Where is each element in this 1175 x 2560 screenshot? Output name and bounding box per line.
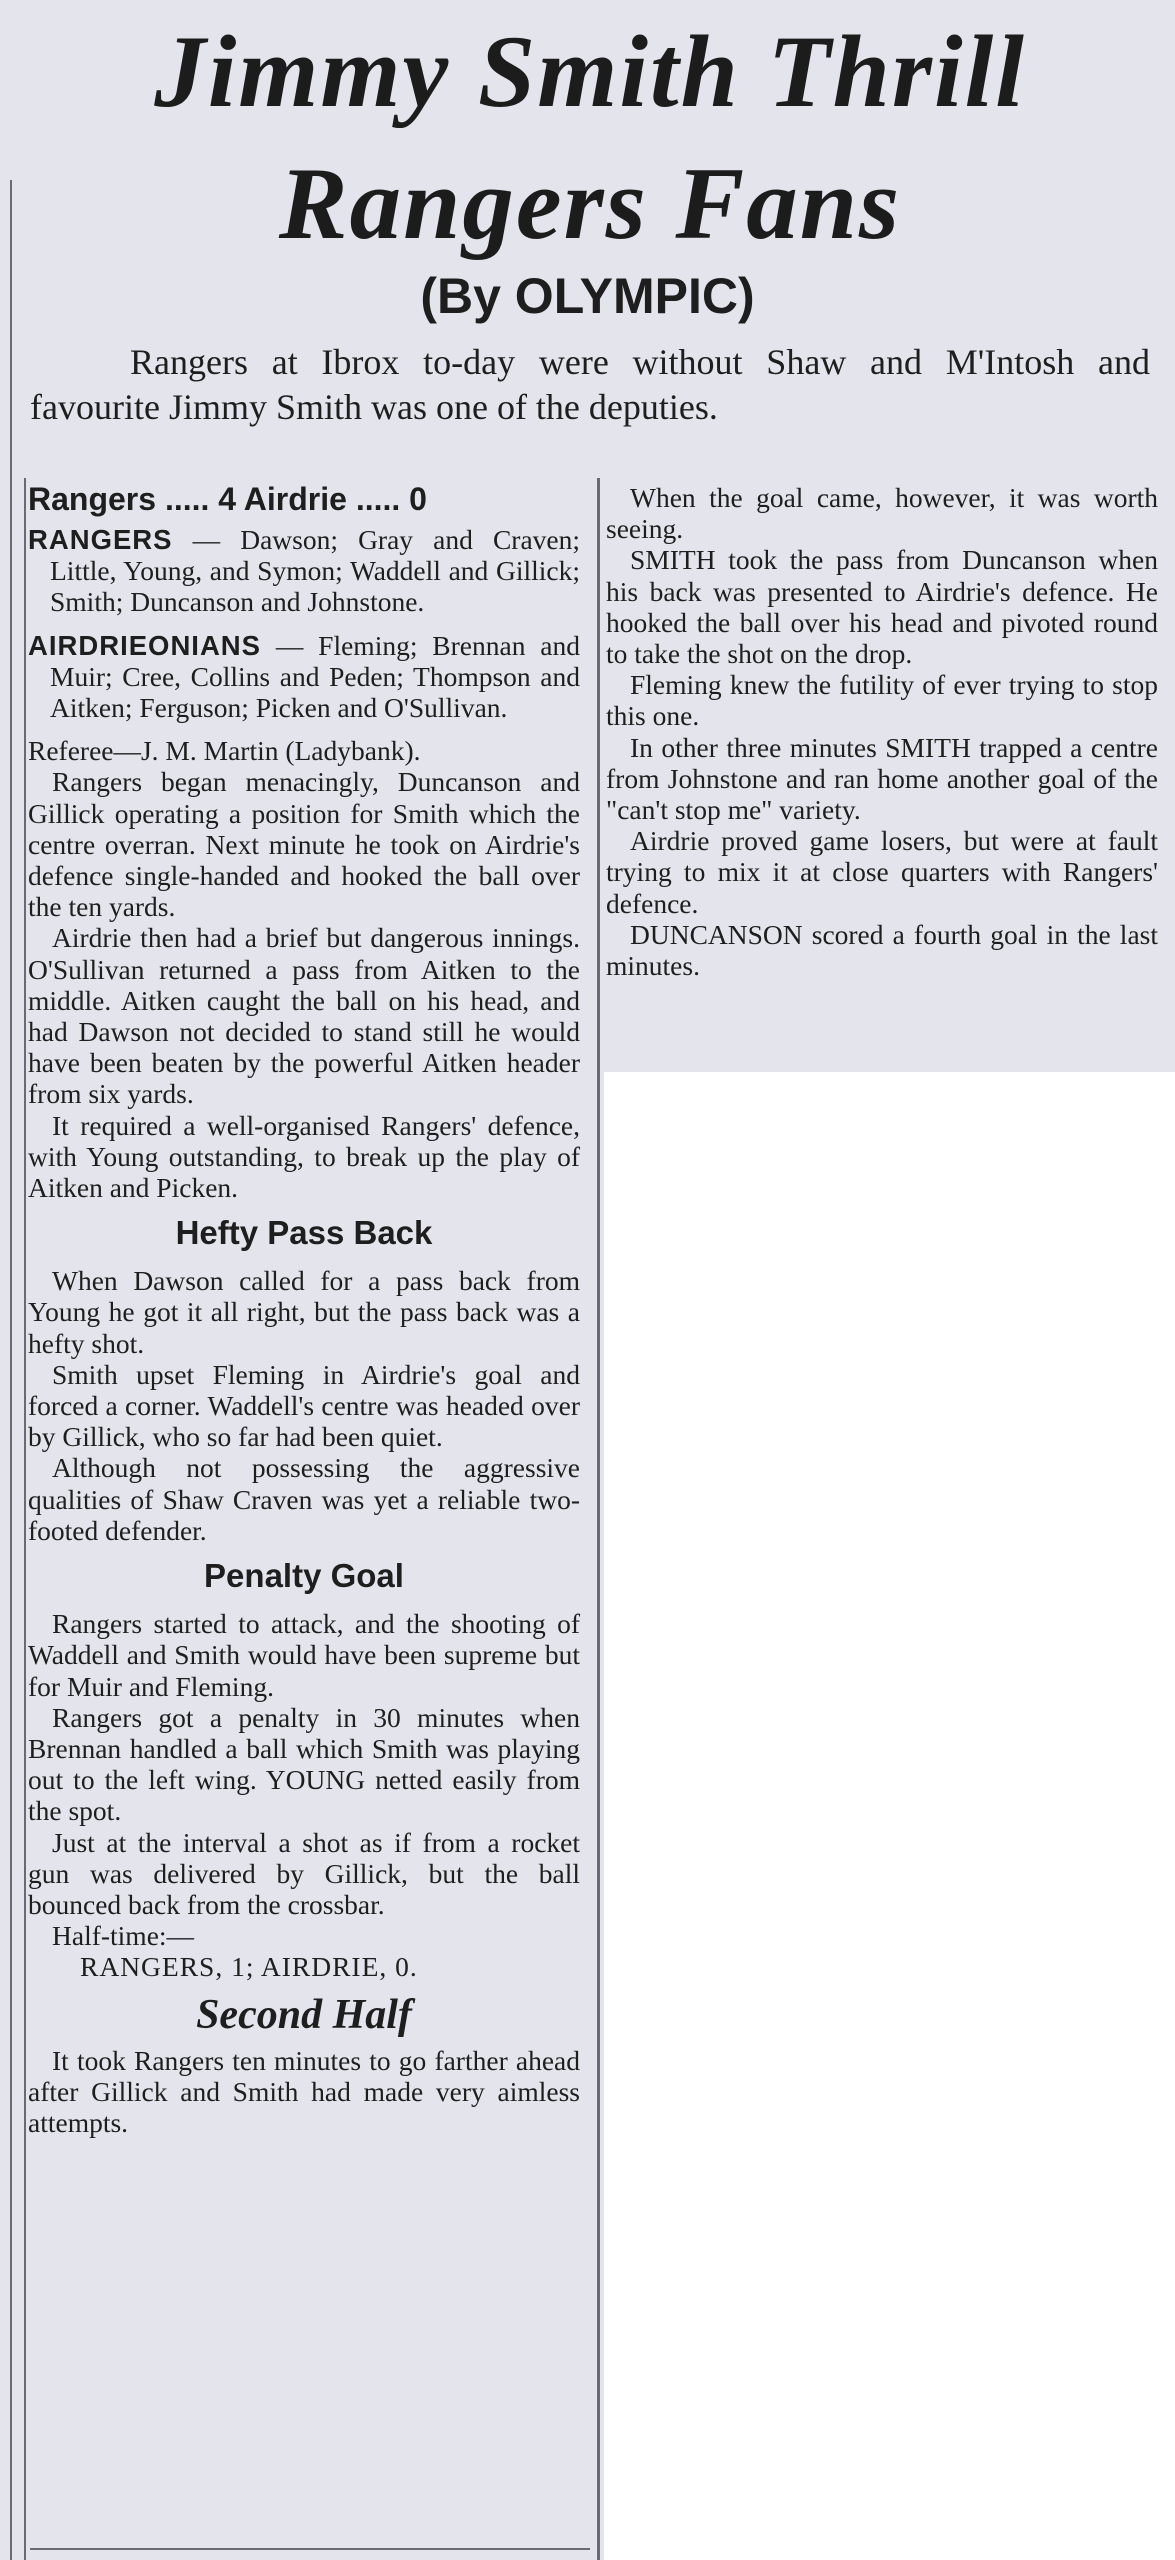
bottom-rule — [30, 2548, 590, 2550]
subheading-hefty-pass-back: Hefty Pass Back — [175, 1214, 433, 1252]
rangers-lineup — [28, 524, 580, 618]
body-paragraph: Rangers began menacingly, Duncanson and Gillick operating a position for Smith which the centre overran. Next minute he took on Airdrie's defence single-handed and hooked the ball over the ten yards. — [28, 766, 580, 923]
subheading-penalty-goal: Penalty Goal — [204, 1557, 404, 1595]
body-paragraph: SMITH took the pass from Duncanson when his back was presented to Airdrie's defence. He hooked the ball over his head and pivoted round to take the shot on the drop. — [606, 544, 1158, 670]
airdrie-lineup — [28, 630, 580, 724]
body-paragraph: When the goal came, however, it was worth seeing. — [606, 482, 1158, 545]
half-time-score: RANGERS, 1; AIRDRIE, 0. — [80, 1951, 418, 1983]
airdrie-label: AIRDRIEONIANS — [28, 629, 262, 661]
body-paragraph: It took Rangers ten minutes to go farther ahead after Gillick and Smith had made very aimless attempts. — [28, 2044, 580, 2138]
headline-line-1: Jimmy Smith Thrill — [154, 15, 1026, 129]
body-paragraph: Airdrie proved game losers, but were at fault trying to mix it at close quarters with Rangers' defence. — [606, 825, 1158, 919]
right-column — [606, 482, 1158, 981]
body-paragraph: Smith upset Fleming in Airdrie's goal and forced a corner. Waddell's centre was headed over by Gillick, who so far had been quiet. — [28, 1358, 580, 1453]
headline-line-2: Rangers Fans — [278, 147, 902, 261]
border-rule — [24, 478, 26, 2560]
body-paragraph: In other three minutes SMITH trapped a centre from Johnstone and ran home another goal of the "can't stop me" variety. — [606, 731, 1158, 826]
intro-paragraph: Rangers at Ibrox to-day were without Shaw and M'Intosh and favourite Jimmy Smith was one of the deputies. — [30, 342, 1150, 427]
body-paragraph: Although not possessing the aggressive qualities of Shaw Craven was yet a reliable two-footed defender. — [28, 1452, 580, 1546]
score-line: Rangers ..... 4 Airdrie ..... 0 — [28, 481, 427, 517]
rangers-players: — Dawson; Gray and Craven; Little, Young, and Symon; Waddell and Gillick; Smith; Duncanson and Johnstone. — [50, 524, 580, 618]
body-paragraph: DUNCANSON scored a fourth goal in the last minutes. — [606, 918, 1158, 982]
body-paragraph: When Dawson called for a pass back from Young he got it all right, but the pass back was a hefty shot. — [28, 1265, 580, 1359]
subheading-second-half: Second Half — [196, 1991, 412, 2038]
half-time-label: Half-time:— — [52, 1920, 195, 1952]
column-rule — [597, 478, 600, 2560]
body-paragraph: It required a well-organised Rangers' defence, with Young outstanding, to break up the play of Aitken and Picken. — [28, 1109, 580, 1204]
body-paragraph: Rangers started to attack, and the shooting of Waddell and Smith would have been supreme but for Muir and Fleming. — [28, 1608, 580, 1702]
border-rule — [10, 180, 12, 2560]
rangers-label: RANGERS — [28, 524, 173, 555]
body-paragraph: Just at the interval a shot as if from a rocket gun was delivered by Gillick, but the ball bounced back from the crossbar. — [28, 1826, 580, 1920]
left-column — [28, 478, 580, 2138]
airdrie-players: — Fleming; Brennan and Muir; Cree, Collins and Peden; Thompson and Aitken; Ferguson; Picken and O'Sullivan. — [50, 629, 580, 724]
body-paragraph: Airdrie then had a brief but dangerous innings. O'Sullivan returned a pass from Aitken to the middle. Aitken caught the ball on his head, and had Dawson not decided to stand still he would have been beaten by the powerful Aitken header from six yards. — [28, 922, 580, 1110]
byline: (By OLYMPIC) — [420, 268, 755, 324]
body-paragraph: Fleming knew the futility of ever trying to stop this one. — [606, 669, 1158, 732]
referee-line: Referee—J. M. Martin (Ladybank). — [28, 735, 421, 767]
body-paragraph: Rangers got a penalty in 30 minutes when Brennan handled a ball which Smith was playing out to the left wing. YOUNG netted easily from the spot. — [28, 1701, 580, 1827]
